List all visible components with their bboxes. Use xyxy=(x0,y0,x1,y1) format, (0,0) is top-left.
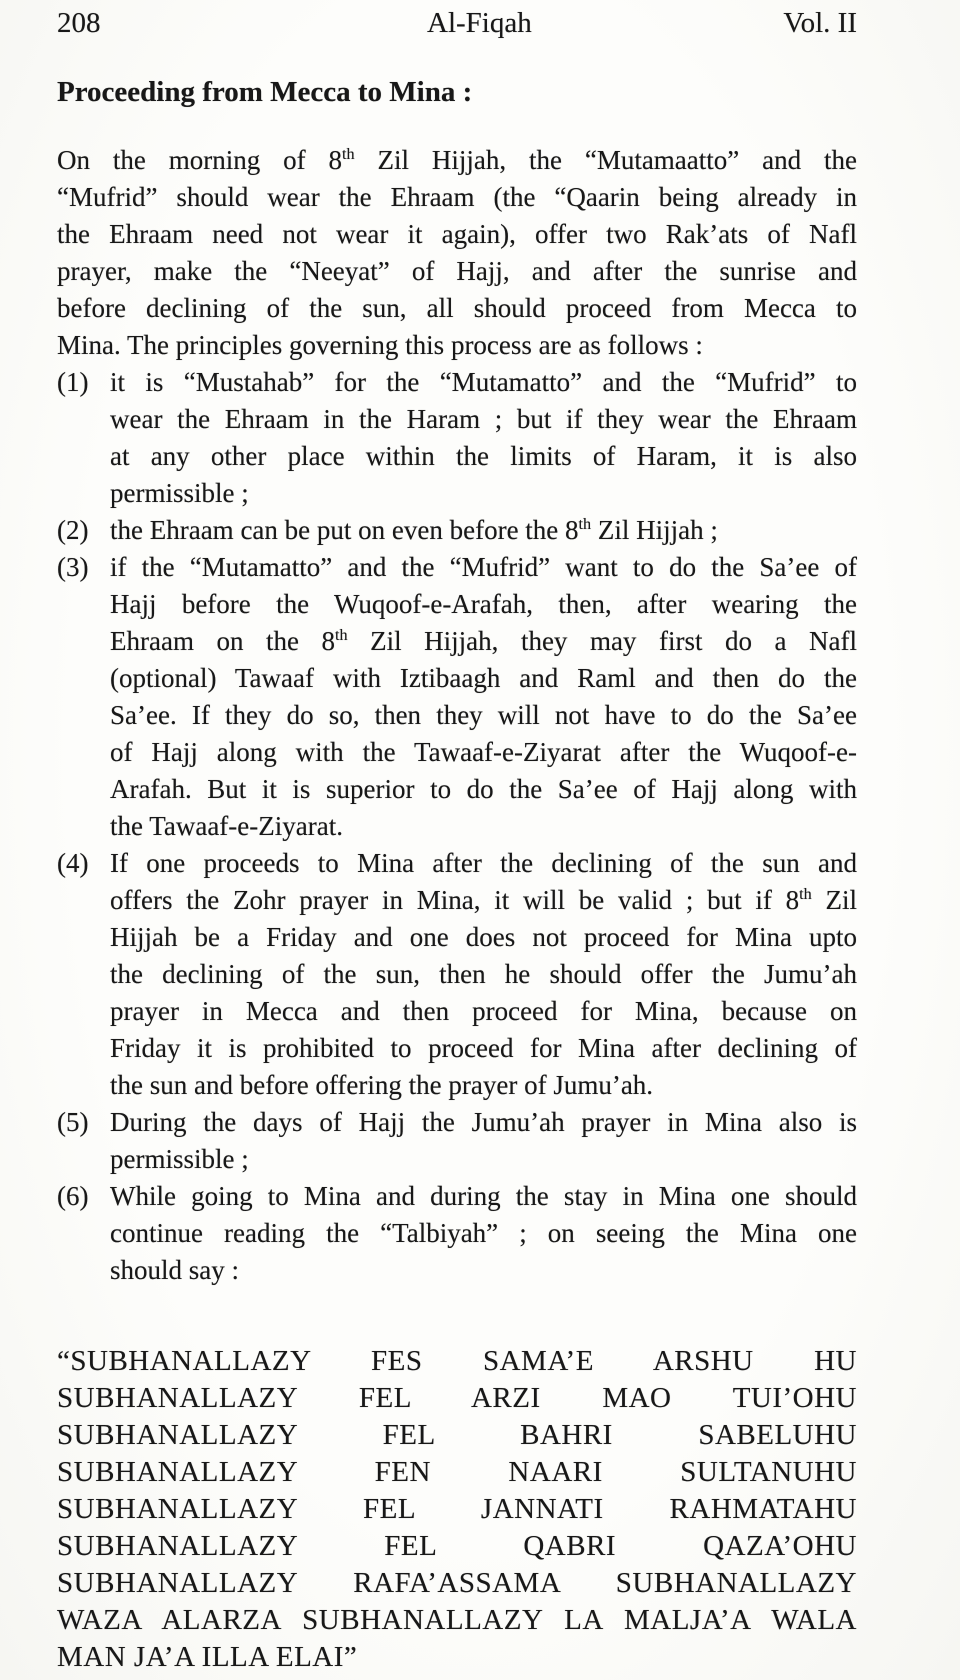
text-line: the declining of the sun, then he should offer the Jumu’ah xyxy=(110,959,857,989)
dua-line: SUBHANALLAZY FEL JANNATI RAHMATAHU xyxy=(57,1493,857,1525)
text-line: prayer, make the “Neeyat” of Hajj, and after the sunrise and xyxy=(57,256,857,286)
text-line: On the morning of 8th Zil Hijjah, the “Mutamaatto” and the xyxy=(57,145,857,175)
dua-line: “SUBHANALLAZY FES SAMA’E ARSHU HU xyxy=(57,1345,857,1377)
text-line: at any other place within the limits of Haram, it is also xyxy=(110,441,857,471)
text-line: before declining of the sun, all should proceed from Mecca to xyxy=(57,293,857,323)
text-line: prayer in Mecca and then proceed for Mina, because on xyxy=(110,996,857,1026)
list-marker: (4) xyxy=(57,848,89,878)
text-line: Mina. The principles governing this process are as follows : xyxy=(57,330,703,360)
dua-line: MAN JA’A ILLA ELAI” xyxy=(57,1641,358,1673)
text-line: If one proceeds to Mina after the declining of the sun and xyxy=(110,848,857,878)
text-line: (optional) Tawaaf with Iztibaagh and Raml and then do the xyxy=(110,663,857,693)
text-line: permissible ; xyxy=(110,1144,249,1174)
list-item-5 xyxy=(57,1104,857,1178)
text-line: the sun and before offering the prayer of Jumu’ah. xyxy=(110,1070,654,1100)
text-line: Arafah. But it is superior to do the Sa’ee of Hajj along with xyxy=(110,774,857,804)
text-line: if the “Mutamatto” and the “Mufrid” want to do the Sa’ee of xyxy=(110,552,857,582)
dua-line: SUBHANALLAZY RAFA’ASSAMA SUBHANALLAZY xyxy=(57,1567,857,1599)
page-header xyxy=(57,8,857,38)
text-line: Ehraam on the 8th Zil Hijjah, they may first do a Nafl xyxy=(110,626,857,656)
text-line: While going to Mina and during the stay in Mina one should xyxy=(110,1181,857,1211)
dua-block xyxy=(57,1343,857,1676)
text-line: the Ehraam can be put on even before the 8th Zil Hijjah ; xyxy=(110,515,718,545)
list-item-2 xyxy=(57,512,857,549)
list-marker: (3) xyxy=(57,552,89,582)
list-marker: (5) xyxy=(57,1107,89,1137)
dua-line: SUBHANALLAZY FEL QABRI QAZA’OHU xyxy=(57,1530,857,1562)
intro-paragraph xyxy=(57,142,857,364)
page-number: 208 xyxy=(57,7,101,39)
text-line: During the days of Hajj the Jumu’ah prayer in Mina also is xyxy=(110,1107,857,1137)
list-marker: (2) xyxy=(57,515,89,545)
list-item-1 xyxy=(57,364,857,512)
text-line: Sa’ee. If they do so, then they will not have to do the Sa’ee xyxy=(110,700,857,730)
text-line: offers the Zohr prayer in Mina, it will be valid ; but if 8th Zil xyxy=(110,885,857,915)
list-marker: (1) xyxy=(57,367,89,397)
list-item-4 xyxy=(57,845,857,1104)
dua-line: SUBHANALLAZY FEL BAHRI SABELUHU xyxy=(57,1419,857,1451)
dua-line: SUBHANALLAZY FEN NAARI SULTANUHU xyxy=(57,1456,857,1488)
list-marker: (6) xyxy=(57,1181,89,1211)
superscript: th xyxy=(578,515,592,533)
text-line: Hijjah be a Friday and one does not proceed for Mina upto xyxy=(110,922,857,952)
dua-line: WAZA ALARZA SUBHANALLAZY LA MALJA’A WALA xyxy=(57,1604,857,1636)
superscript: th xyxy=(335,626,348,644)
text-line: the Tawaaf-e-Ziyarat. xyxy=(110,811,343,841)
section-heading: Proceeding from Mecca to Mina : xyxy=(57,76,473,108)
text-line: of Hajj along with the Tawaaf-e-Ziyarat after the Wuqoof-e- xyxy=(110,737,857,767)
text-line: permissible ; xyxy=(110,478,249,508)
text-line: it is “Mustahab” for the “Mutamatto” and the “Mufrid” to xyxy=(110,367,857,397)
numbered-list xyxy=(57,364,857,1289)
text-line: the Ehraam need not wear it again), offer two Rak’ats of Nafl xyxy=(57,219,857,249)
text-line: Hajj before the Wuqoof-e-Arafah, then, after wearing the xyxy=(110,589,857,619)
text-line: wear the Ehraam in the Haram ; but if they wear the Ehraam xyxy=(110,404,857,434)
dua-line: SUBHANALLAZY FEL ARZI MAO TUI’OHU xyxy=(57,1382,857,1414)
list-item-6 xyxy=(57,1178,857,1289)
list-item-3 xyxy=(57,549,857,845)
text-line: continue reading the “Talbiyah” ; on seeing the Mina one xyxy=(110,1218,857,1248)
superscript: th xyxy=(799,885,812,903)
superscript: th xyxy=(342,145,355,163)
volume-label: Vol. II xyxy=(783,7,857,39)
text-line: “Mufrid” should wear the Ehraam (the “Qaarin being already in xyxy=(57,182,857,212)
book-title: Al-Fiqah xyxy=(427,7,532,39)
text-line: Friday it is prohibited to proceed for Mina after declining of xyxy=(110,1033,857,1063)
text-line: should say : xyxy=(110,1255,240,1285)
